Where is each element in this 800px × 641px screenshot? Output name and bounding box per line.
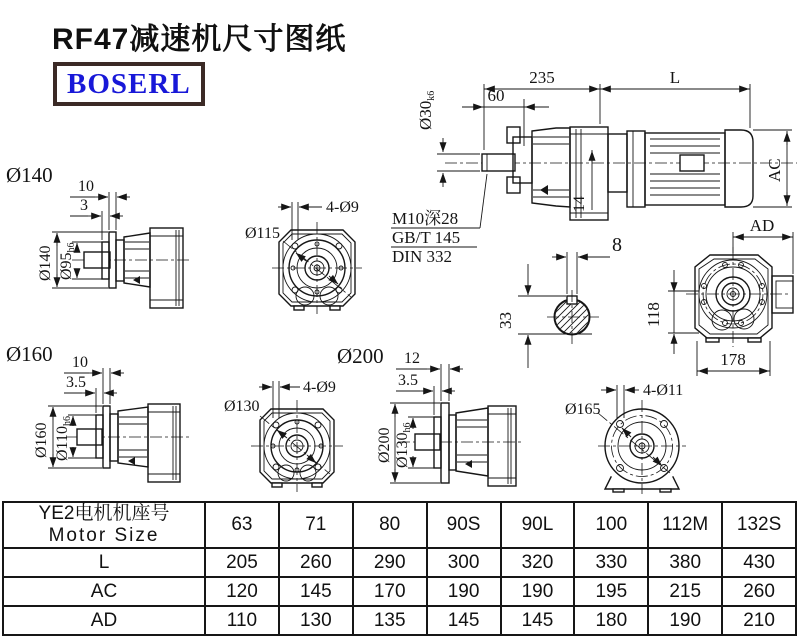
table-header-en: Motor Size [48, 525, 160, 546]
dim-key-height: 33 [496, 312, 515, 329]
dim-hole-count: 4-Ø9 [303, 379, 336, 396]
dim-flange-diameter: Ø200 [376, 427, 393, 463]
dim-spigot-depth: 3.5 [66, 374, 86, 391]
note-thread: M10深28 [392, 209, 459, 228]
dim-flange-diameter: Ø160 [33, 422, 50, 458]
cell: 330 [574, 548, 648, 577]
cell: 190 [648, 606, 722, 635]
view-flange200-side [337, 344, 522, 486]
dim-AD: AD [749, 216, 775, 235]
motor-size-table [2, 501, 797, 636]
row-label: AC [3, 577, 205, 606]
view-main-side [391, 68, 797, 266]
table-row-AD [3, 606, 796, 635]
col-header: 63 [205, 502, 279, 548]
dim-235: 235 [529, 68, 555, 87]
plug-symbol [465, 460, 472, 468]
brand-logo-text: BOSERL [67, 67, 191, 100]
dim-bolt-circle: Ø115 [245, 225, 280, 242]
dim-spigot-diameter: Ø130h6 [394, 422, 413, 468]
cell: 205 [205, 548, 279, 577]
dim-spigot-depth: 3.5 [398, 372, 418, 389]
dim-spigot-diameter: Ø95h6 [58, 242, 77, 280]
cell: 195 [574, 577, 648, 606]
cell: 290 [353, 548, 427, 577]
col-header: 112M [648, 502, 722, 548]
cell: 130 [279, 606, 353, 635]
plug-symbol [540, 185, 548, 195]
dim-bolt-circle: Ø165 [565, 401, 601, 418]
flange200-header: Ø200 [337, 344, 384, 368]
table-row-L [3, 548, 796, 577]
cell: 180 [574, 606, 648, 635]
dim-60: 60 [487, 86, 505, 105]
table-header-motor-size [3, 502, 205, 548]
view-flange140-front [245, 199, 362, 314]
dim-flange-thickness: 10 [78, 178, 94, 195]
view-flange200-front [565, 382, 686, 494]
dim-spigot-depth: 3 [80, 197, 88, 214]
view-shaft-section [496, 234, 622, 368]
cell: 190 [427, 577, 501, 606]
col-header: 132S [722, 502, 796, 548]
cell: 145 [427, 606, 501, 635]
table-header-cn: YE2电机机座号 [38, 503, 170, 525]
dim-flange-thickness: 10 [72, 354, 88, 371]
row-label: AD [3, 606, 205, 635]
dim-14: 14 [571, 196, 588, 212]
dim-shaft-diameter: Ø30k6 [416, 90, 437, 130]
dim-flange-diameter: Ø140 [37, 245, 54, 281]
col-header: 100 [574, 502, 648, 548]
dim-flange-thickness: 12 [404, 350, 420, 367]
row-label: L [3, 548, 205, 577]
table-row-AC [3, 577, 796, 606]
view-flange140-side [6, 163, 192, 308]
cell: 215 [648, 577, 722, 606]
cell: 260 [722, 577, 796, 606]
dim-hole-count: 4-Ø11 [643, 382, 684, 399]
col-header: 80 [353, 502, 427, 548]
note-gb-standard: GB/T 145 [392, 228, 461, 247]
cell: 380 [648, 548, 722, 577]
view-flange160-front [224, 379, 343, 492]
cell: 120 [205, 577, 279, 606]
cell: 260 [279, 548, 353, 577]
table-header-row [3, 502, 796, 548]
cell: 145 [501, 606, 575, 635]
dim-key-width: 8 [612, 234, 622, 256]
cell: 145 [279, 577, 353, 606]
dim-hole-count: 4-Ø9 [326, 199, 359, 216]
dim-AC: AC [765, 158, 784, 182]
cell: 170 [353, 577, 427, 606]
col-header: 90L [501, 502, 575, 548]
flange160-header: Ø160 [6, 342, 53, 366]
flange140-header: Ø140 [6, 163, 53, 187]
cell: 210 [722, 606, 796, 635]
cell: 135 [353, 606, 427, 635]
cell: 110 [205, 606, 279, 635]
plug-symbol [133, 276, 140, 284]
view-rear [644, 216, 793, 376]
page-title: RF47减速机尺寸图纸 [52, 23, 347, 56]
cell: 190 [501, 577, 575, 606]
cell: 300 [427, 548, 501, 577]
cell: 430 [722, 548, 796, 577]
col-header: 71 [279, 502, 353, 548]
dim-178: 178 [720, 350, 746, 369]
dim-spigot-diameter: Ø110h6 [54, 416, 73, 461]
dim-L: L [669, 68, 681, 87]
col-header: 90S [427, 502, 501, 548]
dim-118: 118 [644, 302, 663, 327]
dim-bolt-circle: Ø130 [224, 398, 260, 415]
view-flange160-side [6, 342, 192, 482]
note-din-standard: DIN 332 [392, 247, 452, 266]
cell: 320 [501, 548, 575, 577]
